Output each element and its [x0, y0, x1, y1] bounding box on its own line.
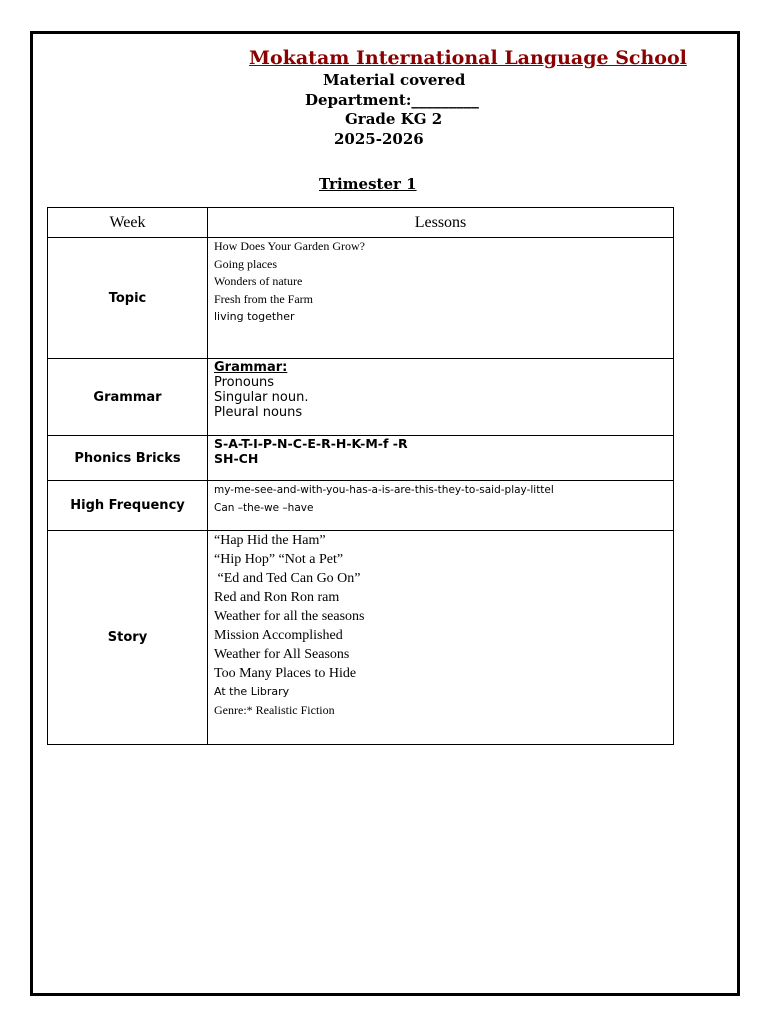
story-item: “Hap Hid the Ham”	[214, 533, 326, 548]
phonics-row	[48, 436, 674, 481]
story-item: “Ed and Ted Can Go On”	[214, 571, 361, 586]
topic-label: Topic	[48, 238, 208, 359]
school-name: Mokatam International Language School	[249, 47, 687, 69]
week-column-header: Week	[48, 208, 208, 238]
material-covered-heading: Material covered	[323, 71, 466, 89]
phonics-lessons	[208, 436, 674, 481]
high-frequency-row	[48, 481, 674, 531]
topic-row	[48, 238, 674, 359]
phonics-digraphs: SH-CH	[214, 451, 259, 466]
topic-lessons	[208, 238, 674, 359]
story-lessons	[208, 531, 674, 745]
story-item: Mission Accomplished	[214, 628, 343, 643]
story-item: Weather for All Seasons	[214, 647, 350, 662]
topic-item: How Does Your Garden Grow?	[214, 239, 365, 253]
phonics-letters: S-A-T-I-P-N-C-E-R-H-K-M-f -R	[214, 436, 408, 451]
trimester-heading: Trimester 1	[319, 175, 417, 193]
grammar-item: Singular noun.	[214, 390, 309, 405]
story-item: Red and Ron Ron ram	[214, 590, 340, 605]
grammar-label: Grammar	[48, 359, 208, 436]
story-item: “Hip Hop” “Not a Pet”	[214, 552, 344, 567]
topic-item: Wonders of nature	[214, 274, 303, 288]
topic-item: Fresh from the Farm	[214, 291, 313, 306]
high-frequency-words-2: Can –the-we –have	[214, 502, 314, 514]
grammar-item: Pleural nouns	[214, 405, 303, 420]
grammar-row	[48, 359, 674, 436]
story-row	[48, 531, 674, 745]
story-item: Weather for all the seasons	[214, 609, 365, 624]
story-item: Genre:* Realistic Fiction	[214, 703, 335, 717]
department-line: Department:_________	[305, 91, 479, 109]
grammar-title: Grammar:	[214, 360, 288, 375]
lessons-column-header: Lessons	[208, 208, 674, 238]
high-frequency-lessons	[208, 481, 674, 531]
topic-item: Going places	[214, 256, 277, 271]
high-frequency-words-1: my-me-see-and-with-you-has-a-is-are-this-they-to-said-play-littel	[214, 484, 554, 496]
grammar-item: Pronouns	[214, 375, 275, 390]
high-frequency-label: High Frequency	[48, 481, 208, 531]
story-label: Story	[48, 531, 208, 745]
topic-item: living together	[214, 310, 295, 323]
academic-year: 2025-2026	[334, 130, 424, 148]
grade-heading: Grade KG 2	[345, 110, 443, 128]
material-table	[47, 207, 674, 745]
story-item: Too Many Places to Hide	[214, 666, 357, 681]
grammar-lessons	[208, 359, 674, 436]
story-item: At the Library	[214, 685, 290, 698]
phonics-label: Phonics Bricks	[48, 436, 208, 481]
